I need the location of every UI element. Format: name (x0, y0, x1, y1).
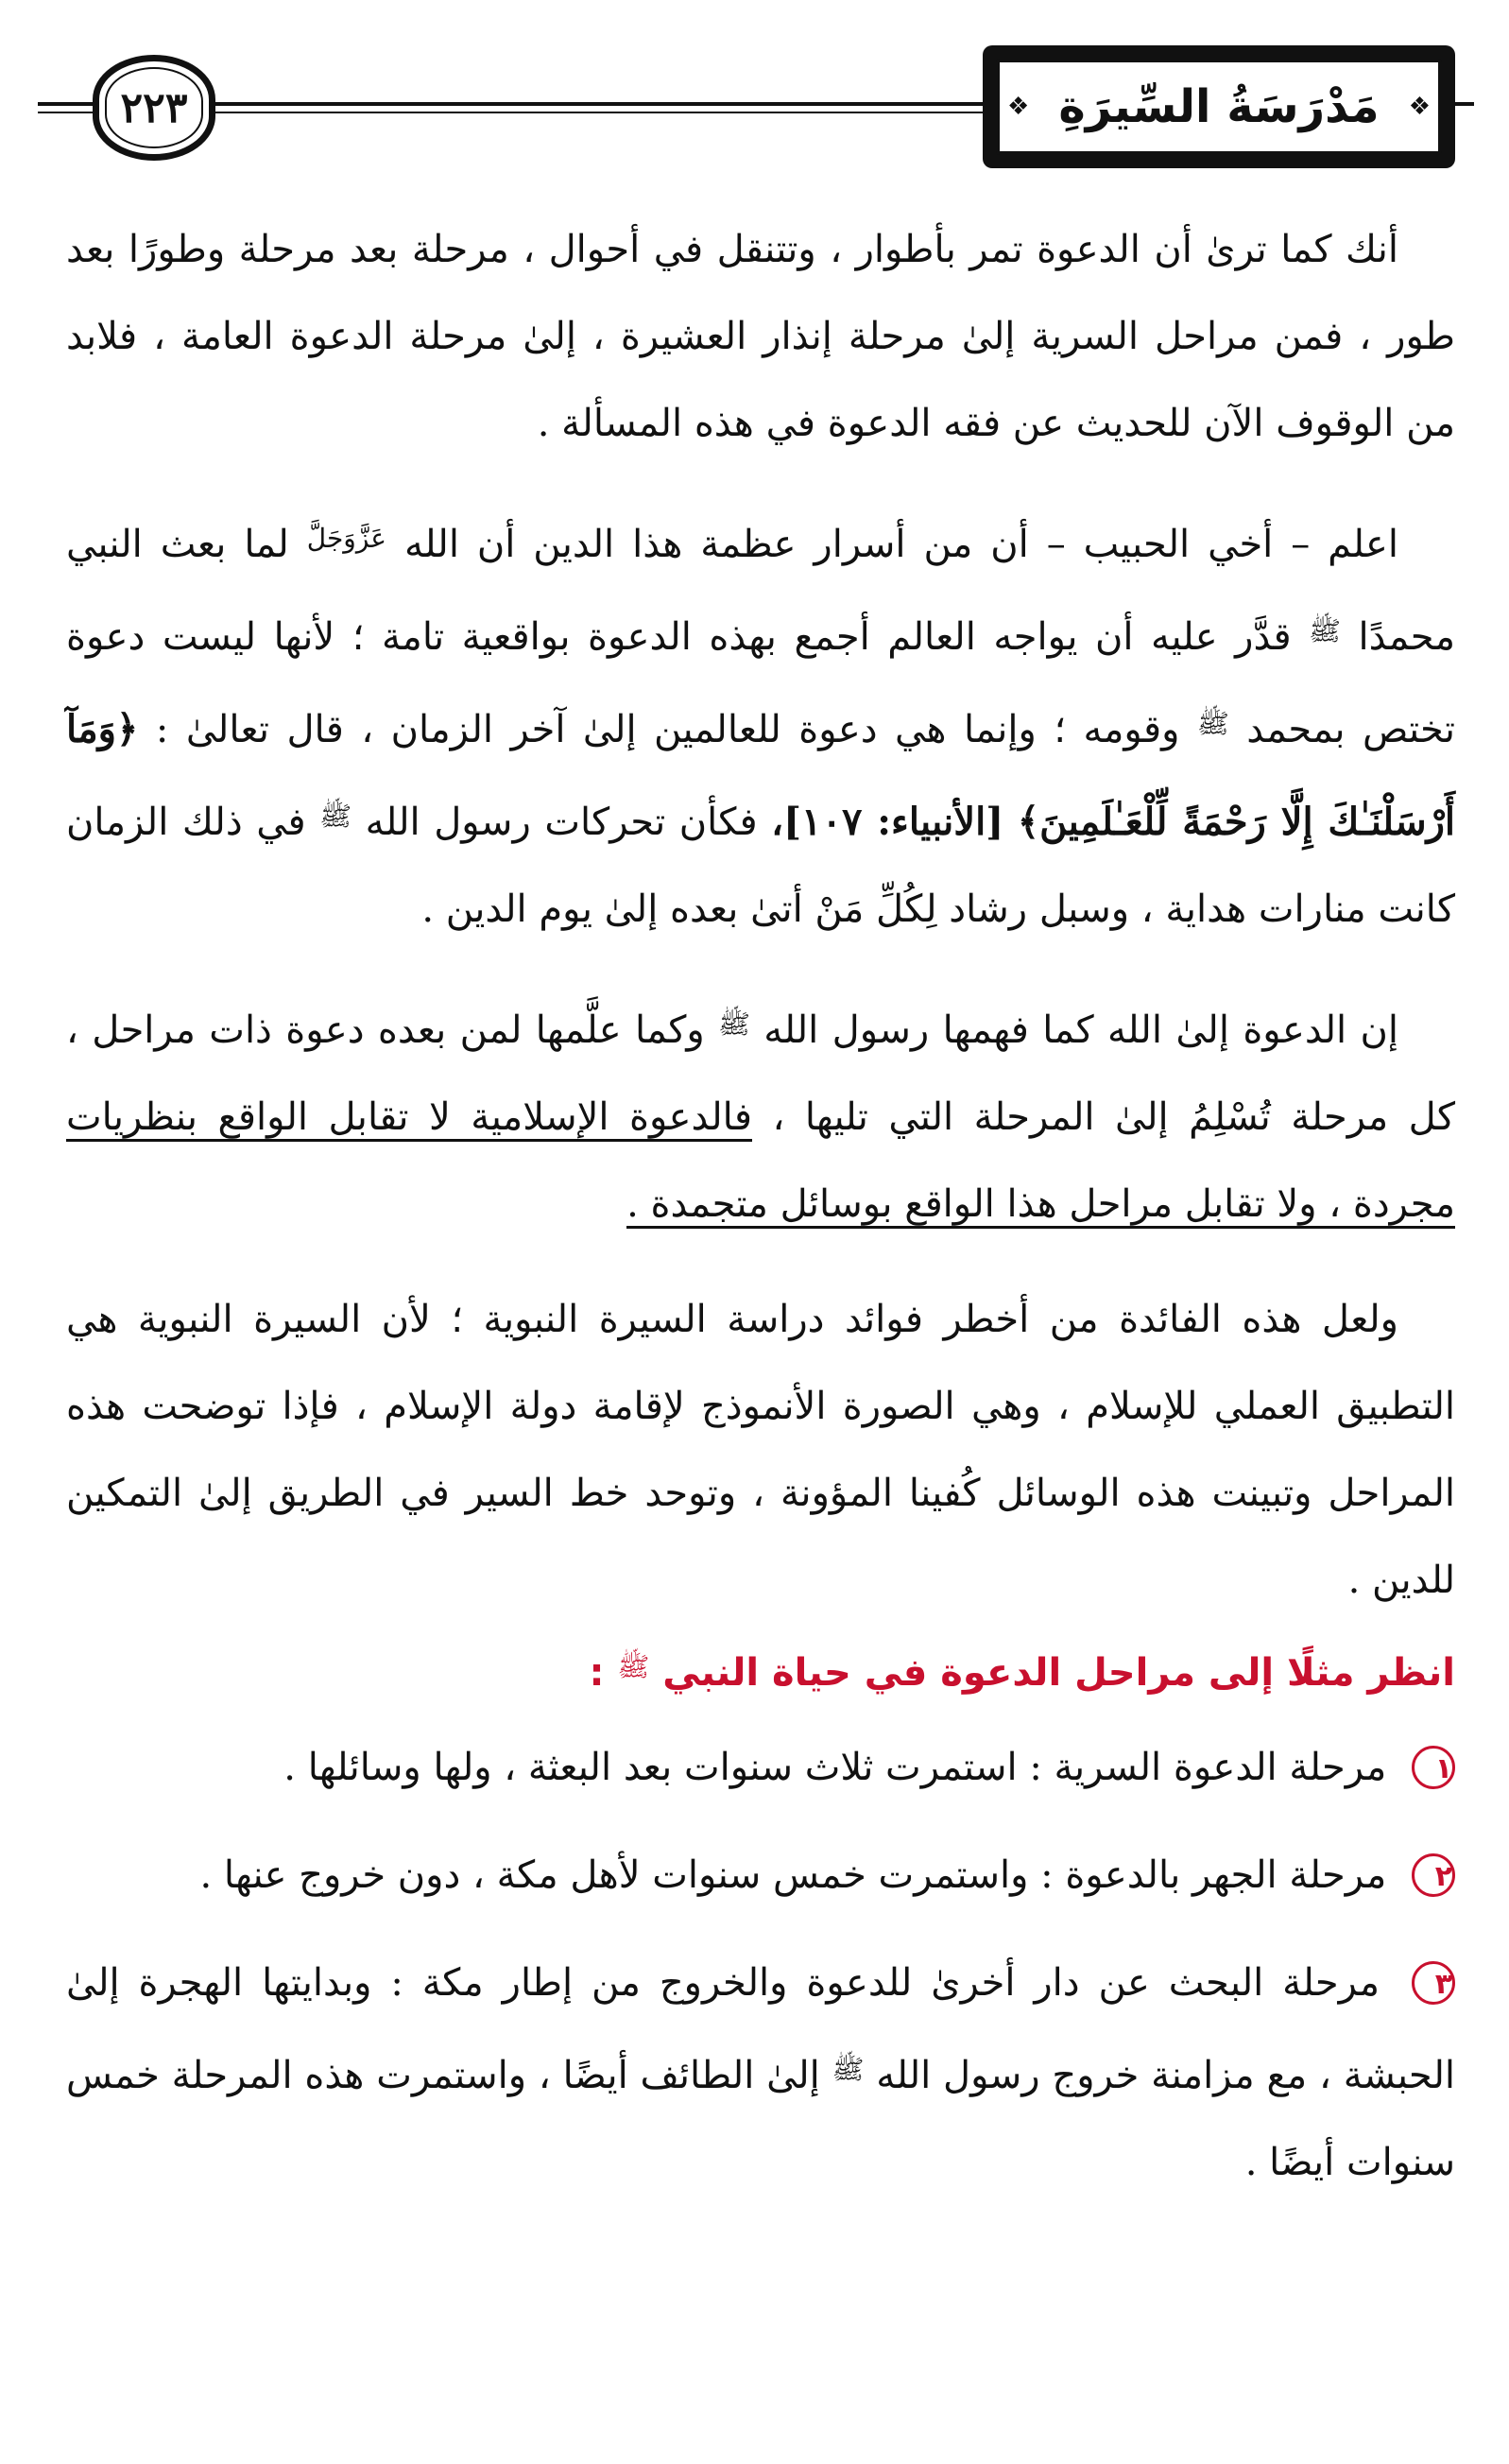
paragraph-3 (66, 981, 1455, 1248)
underlined-statement: فالدعوة الإسلامية لا تقابل الواقع بنظريات مجردة ، ولا تقابل مراحل هذا الواقع بوسائل متجمدة . (66, 1095, 1455, 1229)
page-header (0, 0, 1509, 189)
paragraph-2-text-f: في ذلك الزمان كانت منارات هداية ، وسبل رشاد لِكُلِّ مَنْ أتىٰ بعده إلىٰ يوم الدين . (66, 801, 1455, 931)
paragraph-4 (66, 1276, 1455, 1624)
stage-item-3 (66, 1939, 1455, 2206)
book-title-inner (996, 59, 1442, 155)
salawat-glyph-3: ﷺ (319, 801, 352, 832)
paragraph-2 (66, 495, 1455, 953)
paragraph-2-text-c: قدَّر عليه أن يواجه العالم أجمع بهذه الدعوة بواقعية تامة ؛ لأنها ليست دعوة تختص بمحمد (66, 615, 1455, 751)
stage-text-2: مرحلة الجهر بالدعوة : واستمرت خمس سنوات لأهل مكة ، دون خروج عنها . (199, 1853, 1387, 1897)
salawat-glyph-4: ﷺ (718, 1008, 750, 1040)
page-number-frame (93, 55, 215, 161)
paragraph-2-text-e: فكأن تحركات رسول الله (365, 801, 758, 844)
paragraph-1-text: أنك كما ترىٰ أن الدعوة تمر بأطوار ، وتتنقل في أحوال ، مرحلة بعد مرحلة وطورًا بعد طور ، فمن مراحل السرية إلىٰ مرحلة إنذار العشيرة ، إلىٰ مرحلة الدعوة العامة ، فلابد من الوقوف الآن للحديث عن فقه الدعوة في هذه المسألة . (66, 228, 1455, 445)
paragraph-2-text-d: وقومه ؛ وإنما هي دعوة للعالمين إلىٰ آخر الزمان ، قال تعالىٰ : (155, 708, 1180, 751)
stage-number-1: ١ (1412, 1746, 1455, 1789)
stage-item-2 (66, 1832, 1455, 1919)
stage-number-3: ٣ (1412, 1961, 1455, 2005)
book-title-frame (983, 45, 1455, 168)
stage-number-2: ٢ (1412, 1853, 1455, 1897)
salawat-glyph-1: ﷺ (1309, 615, 1341, 646)
stage-item-1 (66, 1724, 1455, 1811)
paragraph-3-text-a: إن الدعوة إلىٰ الله كما فهمها رسول الله (763, 1008, 1398, 1052)
azza-wa-jal-glyph: عَزَّوَجَلَّ (306, 523, 386, 554)
salawat-glyph-heading: ﷺ (617, 1651, 650, 1682)
paragraph-1 (66, 206, 1455, 467)
paragraph-2-text-b: لما بعث النبي محمدًا (66, 523, 1456, 659)
paragraph-2-text-a: اعلم – أخي الحبيب – أن من أسرار عظمة هذا الدين أن الله (403, 523, 1398, 566)
header-rule-left (38, 102, 93, 106)
book-title: ❖ مَدْرَسَةُ السِّيرَةِ (1058, 80, 1380, 133)
header-rule-left-thin (38, 112, 93, 113)
stage-text-1: مرحلة الدعوة السرية : استمرت ثلاث سنوات بعد البعثة ، ولها وسائلها . (283, 1746, 1387, 1789)
quran-verse: ﴿وَمَآ أَرْسَلْنَـٰكَ إِلَّا رَحْمَةً لِّلْعَـٰلَمِينَ﴾ (66, 707, 1456, 844)
header-rule-right (1455, 102, 1474, 106)
salawat-glyph-5: ﷺ (832, 2054, 865, 2085)
stages-heading (66, 1629, 1455, 1711)
paragraph-4-text: ولعل هذه الفائدة من أخطر فوائد دراسة السيرة النبوية ؛ لأن السيرة النبوية هي التطبيق العملي للإسلام ، وهي الصورة الأنموذج لإقامة دولة الإسلام ، فإذا توضحت هذه المراحل وتبينت هذه الوسائل كُفينا المؤونة ، وتوحد خط السير في الطريق إلىٰ التمكين للدين . (66, 1298, 1455, 1602)
page-body (66, 206, 1455, 2227)
verse-reference: [الأنبياء: ١٠٧]، (771, 800, 1004, 844)
salawat-glyph-2: ﷺ (1196, 708, 1229, 739)
stage-text-3b: إلىٰ الطائف أيضًا ، واستمرت هذه المرحلة خمس سنوات أيضًا . (66, 2054, 1455, 2184)
stages-heading-text: انظر مثلًا إلى مراحل الدعوة في حياة النبي (662, 1651, 1455, 1695)
header-rule-middle-thin (215, 112, 983, 113)
paragraph-3-text-b: وكما علَّمها لمن بعده دعوة ذات مراحل ، كل مرحلة تُسْلِمُ إلىٰ المرحلة التي تليها ، (66, 1008, 1455, 1139)
stage-text-3a: مرحلة البحث عن دار أخرىٰ للدعوة والخروج من إطار مكة : وبدايتها الهجرة إلىٰ الحبشة ، مع مزامنة خروج رسول الله (66, 1961, 1456, 2097)
stages-heading-colon: : (589, 1651, 605, 1695)
header-rule-middle (215, 102, 983, 106)
page-number: ٢٢٣ (120, 83, 188, 132)
